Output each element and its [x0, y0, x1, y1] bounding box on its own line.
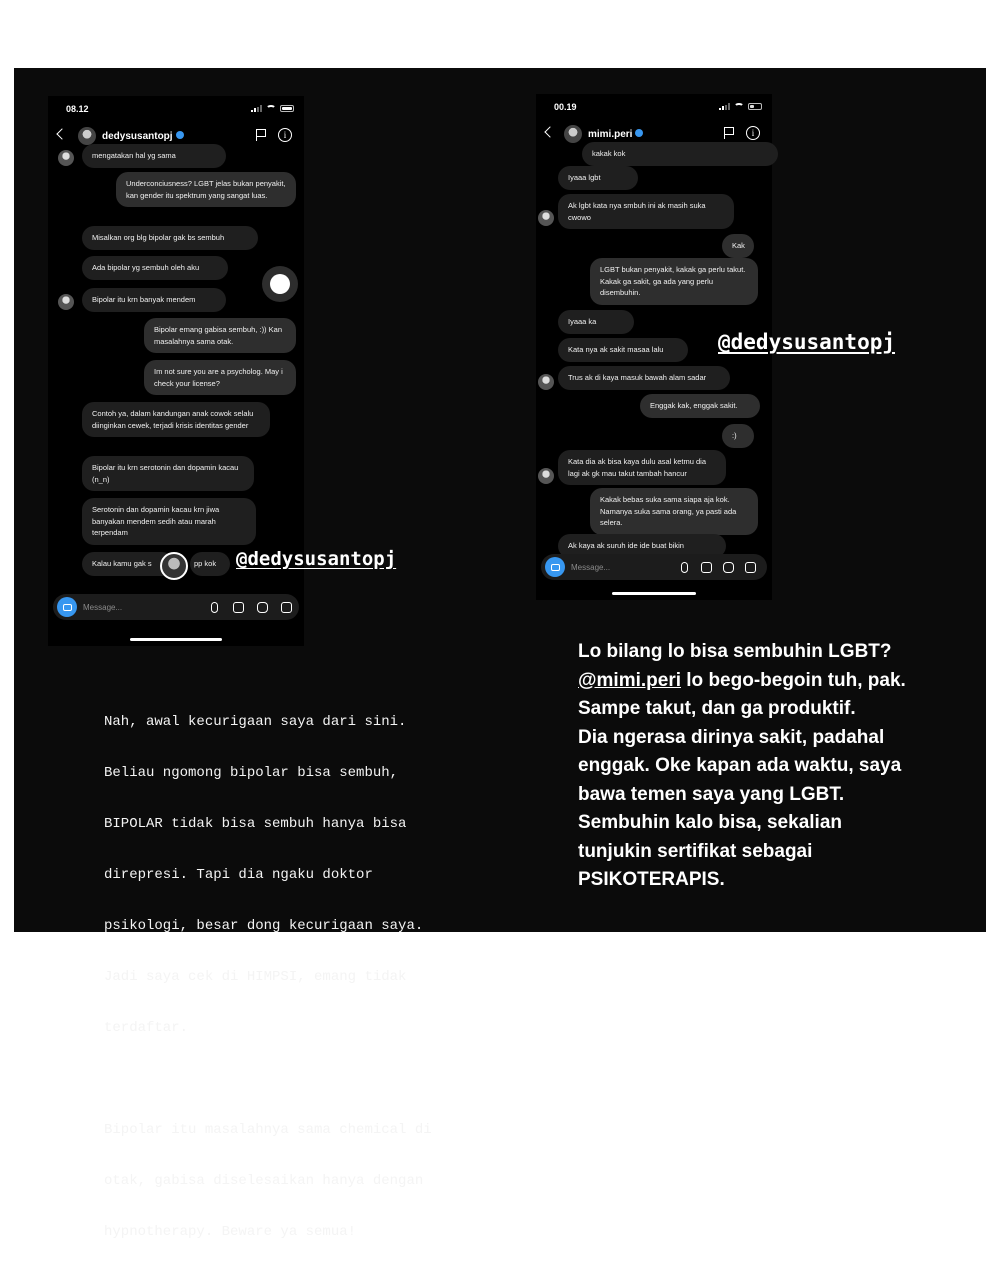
caption-line: Lo bilang lo bisa sembuhin LGBT?: [578, 641, 892, 662]
message-bubble: Kata dia ak bisa kaya dulu asal ketmu dia lagi ak gk mau takut tambah hancur: [558, 450, 726, 485]
verified-badge-icon: [635, 129, 643, 137]
profile-avatar[interactable]: [564, 125, 582, 143]
caption-line: enggak. Oke kapan ada waktu, saya: [578, 755, 902, 776]
message-bubble: Misalkan org blg bipolar gak bs sembuh: [82, 226, 258, 250]
message-input[interactable]: Message...: [83, 602, 123, 612]
story-frame: [14, 68, 986, 1240]
handle-mention-right[interactable]: @dedysusantopj: [718, 330, 896, 354]
more-options-icon[interactable]: [257, 602, 268, 613]
message-bubble: Iyaaa ka: [558, 310, 634, 334]
message-bubble: mengatakan hal yg sama: [82, 144, 226, 168]
caption-line: tunjukin sertifikat sebagai: [578, 840, 813, 862]
signal-icon: [719, 103, 730, 110]
caption-line: Sembuhin kalo bisa, sekalian: [578, 812, 842, 833]
message-bubble: Kakak bebas suka sama siapa aja kok. Namanya suka sama orang, ya pasti ada selera.: [590, 488, 758, 535]
battery-icon: [280, 105, 294, 112]
profile-avatar[interactable]: [78, 127, 96, 145]
sender-avatar: [538, 210, 554, 226]
sticker-icon[interactable]: [745, 562, 756, 573]
info-icon[interactable]: i: [746, 126, 760, 140]
message-bubble: Kata nya ak sakit masaa lalu: [558, 338, 688, 362]
message-input[interactable]: Message...: [571, 562, 611, 572]
message-bubble: Kak: [722, 234, 754, 258]
message-bubble: Serotonin dan dopamin kacau krn jiwa banyakan mendem sedih atau marah terpendam: [82, 498, 256, 545]
message-bubble: Ak kaya ak suruh ide ide buat bikin: [558, 534, 726, 558]
microphone-icon[interactable]: [211, 602, 218, 613]
caption-left: [104, 680, 484, 1275]
chat-username[interactable]: dedysusantopj: [102, 131, 184, 142]
camera-icon[interactable]: [545, 557, 565, 577]
caption-line: Bipolar itu masalahnya sama chemical di: [104, 1122, 432, 1138]
sender-avatar: [538, 374, 554, 390]
message-bubble: Contoh ya, dalam kandungan anak cowok selalu diinginkan cewek, terjadi krisis identitas gender: [82, 402, 270, 437]
message-bubble: Trus ak di kaya masuk bawah alam sadar: [558, 366, 730, 390]
sender-avatar: [58, 150, 74, 166]
message-bubble: Ak lgbt kata nya smbuh ini ak masih suka cwowo: [558, 194, 734, 229]
message-bubble: Ada bipolar yg sembuh oleh aku: [82, 256, 228, 280]
handle-mention-left[interactable]: @dedysusantopj: [236, 548, 397, 570]
caption-line: Beliau ngomong bipolar bisa sembuh,: [104, 765, 399, 781]
story-avatar: [160, 552, 188, 580]
message-bubble: Bipolar itu krn banyak mendem: [82, 288, 226, 312]
flag-icon[interactable]: [256, 129, 266, 141]
caption-line: hypnotherapy. Beware ya semua!: [104, 1224, 357, 1240]
caption-line: Sampe takut, dan ga produktif.: [578, 698, 856, 719]
message-bubble: Iyaaa lgbt: [558, 166, 638, 190]
home-indicator: [130, 638, 222, 641]
message-bubble: LGBT bukan penyakit, kakak ga perlu takut. Kakak ga sakit, ga ada yang perlu disembuhin.: [590, 258, 758, 305]
floating-record-button[interactable]: [262, 266, 298, 302]
message-thread: [536, 148, 772, 568]
caption-line: [104, 1071, 484, 1088]
message-bubble: Kalau kamu gak s: [82, 552, 174, 576]
message-composer[interactable]: [53, 594, 299, 620]
message-bubble: :): [722, 424, 754, 448]
status-time: 08.12: [66, 104, 89, 114]
status-bar: [536, 102, 772, 116]
mention-link[interactable]: @mimi.peri: [578, 669, 681, 691]
message-bubble: Bipolar itu krn serotonin dan dopamin kacau (n_n): [82, 456, 254, 491]
home-indicator: [612, 592, 696, 595]
caption-line: Dia ngerasa dirinya sakit, padahal: [578, 726, 885, 748]
caption-right: [578, 638, 978, 895]
caption-line: Nah, awal kecurigaan saya dari sini.: [104, 714, 407, 730]
gallery-icon[interactable]: [233, 602, 244, 613]
more-options-icon[interactable]: [723, 562, 734, 573]
message-bubble: pp kok: [190, 552, 230, 576]
caption-line: bawa temen saya yang LGBT.: [578, 783, 845, 805]
microphone-icon[interactable]: [681, 562, 688, 573]
caption-line: otak, gabisa diselesaikan hanya dengan: [104, 1173, 424, 1189]
camera-icon[interactable]: [57, 597, 77, 617]
back-arrow-icon[interactable]: [544, 126, 555, 137]
sender-avatar: [58, 294, 74, 310]
wifi-icon: [734, 103, 744, 110]
sticker-icon[interactable]: [281, 602, 292, 613]
caption-line: BIPOLAR tidak bisa sembuh hanya bisa: [104, 816, 407, 832]
message-bubble: kakak kok: [582, 142, 778, 166]
chat-username[interactable]: mimi.peri: [588, 129, 643, 140]
verified-badge-icon: [176, 131, 184, 139]
gallery-icon[interactable]: [701, 562, 712, 573]
message-bubble: Enggak kak, enggak sakit.: [640, 394, 760, 418]
caption-line: @mimi.peri lo bego-begoin tuh, pak.: [578, 669, 906, 691]
message-composer[interactable]: [541, 554, 767, 580]
info-icon[interactable]: i: [278, 128, 292, 142]
message-bubble: Im not sure you are a psycholog. May i check your license?: [144, 360, 296, 395]
caption-line: terdaftar.: [104, 1020, 189, 1036]
wifi-icon: [266, 105, 276, 112]
battery-icon: [748, 103, 762, 110]
message-bubble: Bipolar emang gabisa sembuh, :)) Kan masalahnya sama otak.: [144, 318, 296, 353]
status-time: 00.19: [554, 102, 577, 112]
caption-line: PSIKOTERAPIS.: [578, 869, 725, 890]
caption-line: Jadi saya cek di HIMPSI, emang tidak: [104, 969, 407, 985]
back-arrow-icon[interactable]: [56, 128, 67, 139]
message-bubble: Underconciusness? LGBT jelas bukan penyakit, kan gender itu spektrum yang sangat luas.: [116, 172, 296, 207]
signal-icon: [251, 105, 262, 112]
caption-line: direpresi. Tapi dia ngaku doktor: [104, 867, 373, 883]
flag-icon[interactable]: [724, 127, 734, 139]
message-thread: [48, 150, 304, 614]
sender-avatar: [538, 468, 554, 484]
caption-line: psikologi, besar dong kecurigaan saya.: [104, 918, 424, 934]
status-bar: [48, 104, 304, 118]
